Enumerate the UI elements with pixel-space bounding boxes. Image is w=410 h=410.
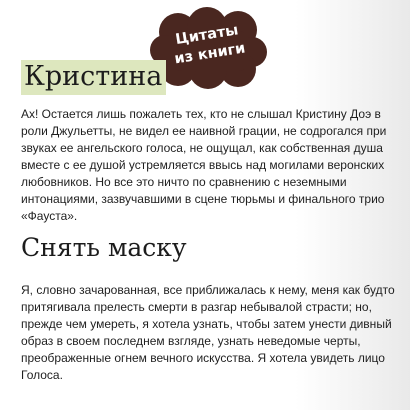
section-title-mask: Снять маску <box>21 233 187 262</box>
quote-text-mask: Я, словно зачарованная, все приближалась к нему, меня как будто притягивала прелесть смерти в разгар небывалой страсти; но, прежде чем умереть, я хотела узнать, чтобы затем унести дивный образ в своем последнем взгляде, узнать неведомые черты, преображенные огнем вечного искусства. Я хотела увидеть лицо Голоса. <box>21 283 395 382</box>
badge-line-1: Цитаты <box>174 22 240 49</box>
quote-text-kristina: Ах! Остается лишь пожалеть тех, кто не слышал Кристину Доэ в роли Джульетты, не видел ее наивной грации, не содрогался при звуках ее ангельского голоса, не ощущал, как собственная душа вместе с ее душой устремляется ввысь над могилами веронских любовников. Но все это ничто по сравнению с неземными интонациями, зазвучавшими в сцене тюрьмы и финального трио «Фауста». <box>21 107 387 223</box>
section-title-kristina: Кристина <box>21 60 166 95</box>
badge-line-2: из книги <box>173 40 247 68</box>
